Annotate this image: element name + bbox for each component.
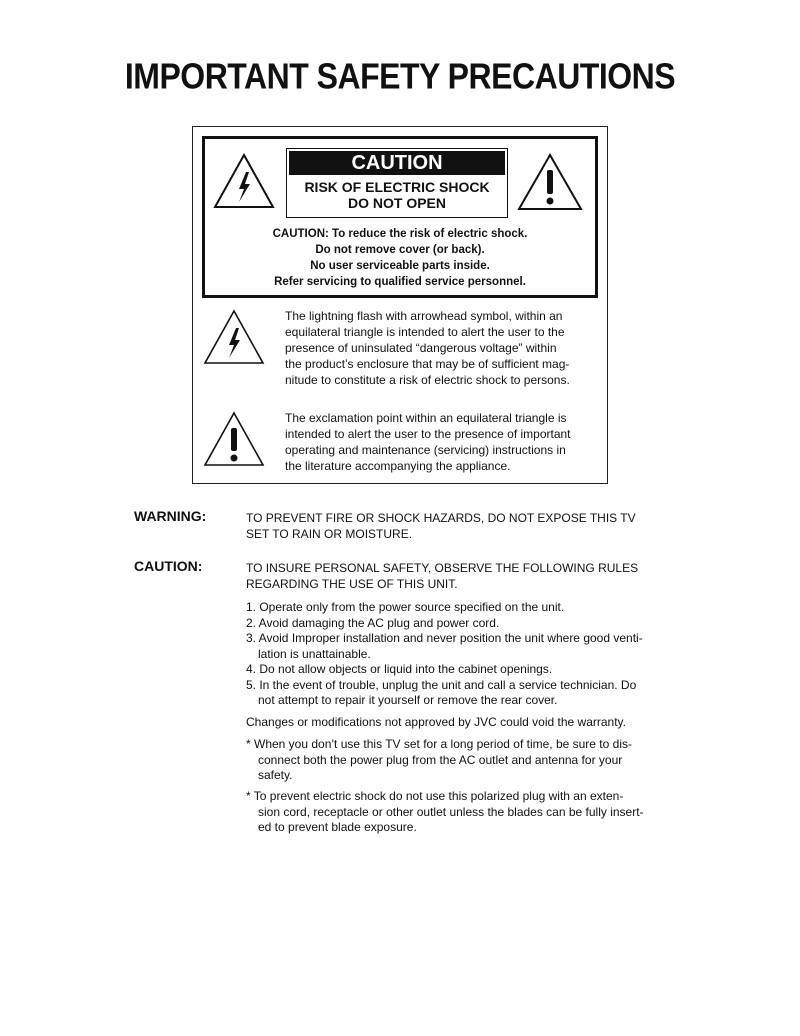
exclamation-warning-icon xyxy=(516,152,584,212)
caution-line: CAUTION: To reduce the risk of electric shock. xyxy=(272,228,528,240)
note-item: * To prevent electric shock do not use this polarized plug with an exten- sion cord, receptacle or other outlet unless the blades can be fully insert- ed to prevent blade exposure. xyxy=(246,789,644,834)
caution-line: Do not remove cover (or back). xyxy=(315,244,485,256)
caution-text: TO INSURE PERSONAL SAFETY, OBSERVE THE FOLLOWING RULES REGARDING THE USE OF THIS UNIT. xyxy=(246,561,639,591)
caution-line: Refer servicing to qualified service personnel. xyxy=(274,276,526,288)
caution-label-block xyxy=(286,148,508,218)
caution-instructions xyxy=(206,226,594,290)
electric-shock-warning-icon xyxy=(212,152,276,210)
lightning-symbol-explanation: The lightning flash with arrowhead symbol, within an equilateral triangle is intended to alert the user to the presence of uninsulated “dangerous voltage” within the product’s enclosure that may be of sufficient mag- nitude to constitute a risk of electric shock to persons. xyxy=(285,309,570,387)
exclamation-symbol-icon xyxy=(202,410,266,468)
changes-note: Changes or modifications not approved by JVC could void the warranty. xyxy=(246,715,626,729)
caution-header: CAUTION xyxy=(289,151,505,175)
warning-text: TO PREVENT FIRE OR SHOCK HAZARDS, DO NOT EXPOSE THIS TV SET TO RAIN OR MOISTURE. xyxy=(246,511,636,541)
note-item: * When you don’t use this TV set for a long period of time, be sure to dis- connect both the power plug from the AC outlet and antenna for your safety. xyxy=(246,737,632,782)
caution-line: No user serviceable parts inside. xyxy=(310,260,490,272)
safety-rules-list xyxy=(246,600,686,709)
list-item: 1. Operate only from the power source specified on the unit. xyxy=(246,600,565,614)
page-title: IMPORTANT SAFETY PRECAUTIONS xyxy=(124,55,676,97)
do-not-open-text: DO NOT OPEN xyxy=(347,195,446,211)
exclamation-symbol-explanation: The exclamation point within an equilateral triangle is intended to alert the user to the presence of important operating and maintenance (servicing) instructions in the literature accompanying the appliance. xyxy=(285,411,571,473)
caution-label: CAUTION: xyxy=(134,558,203,574)
list-item: 2. Avoid damaging the AC plug and power cord. xyxy=(246,615,500,630)
list-item: 5. In the event of trouble, unplug the unit and call a service technician. Do not attempt to repair it yourself or remove the rear cover. xyxy=(246,677,637,707)
risk-of-shock-text: RISK OF ELECTRIC SHOCK xyxy=(304,179,490,195)
list-item: 4. Do not allow objects or liquid into the cabinet openings. xyxy=(246,662,553,676)
lightning-symbol-icon xyxy=(202,308,266,366)
list-item: 3. Avoid Improper installation and never position the unit where good venti- lation is unattainable. xyxy=(246,631,643,661)
warning-label: WARNING: xyxy=(134,508,207,524)
